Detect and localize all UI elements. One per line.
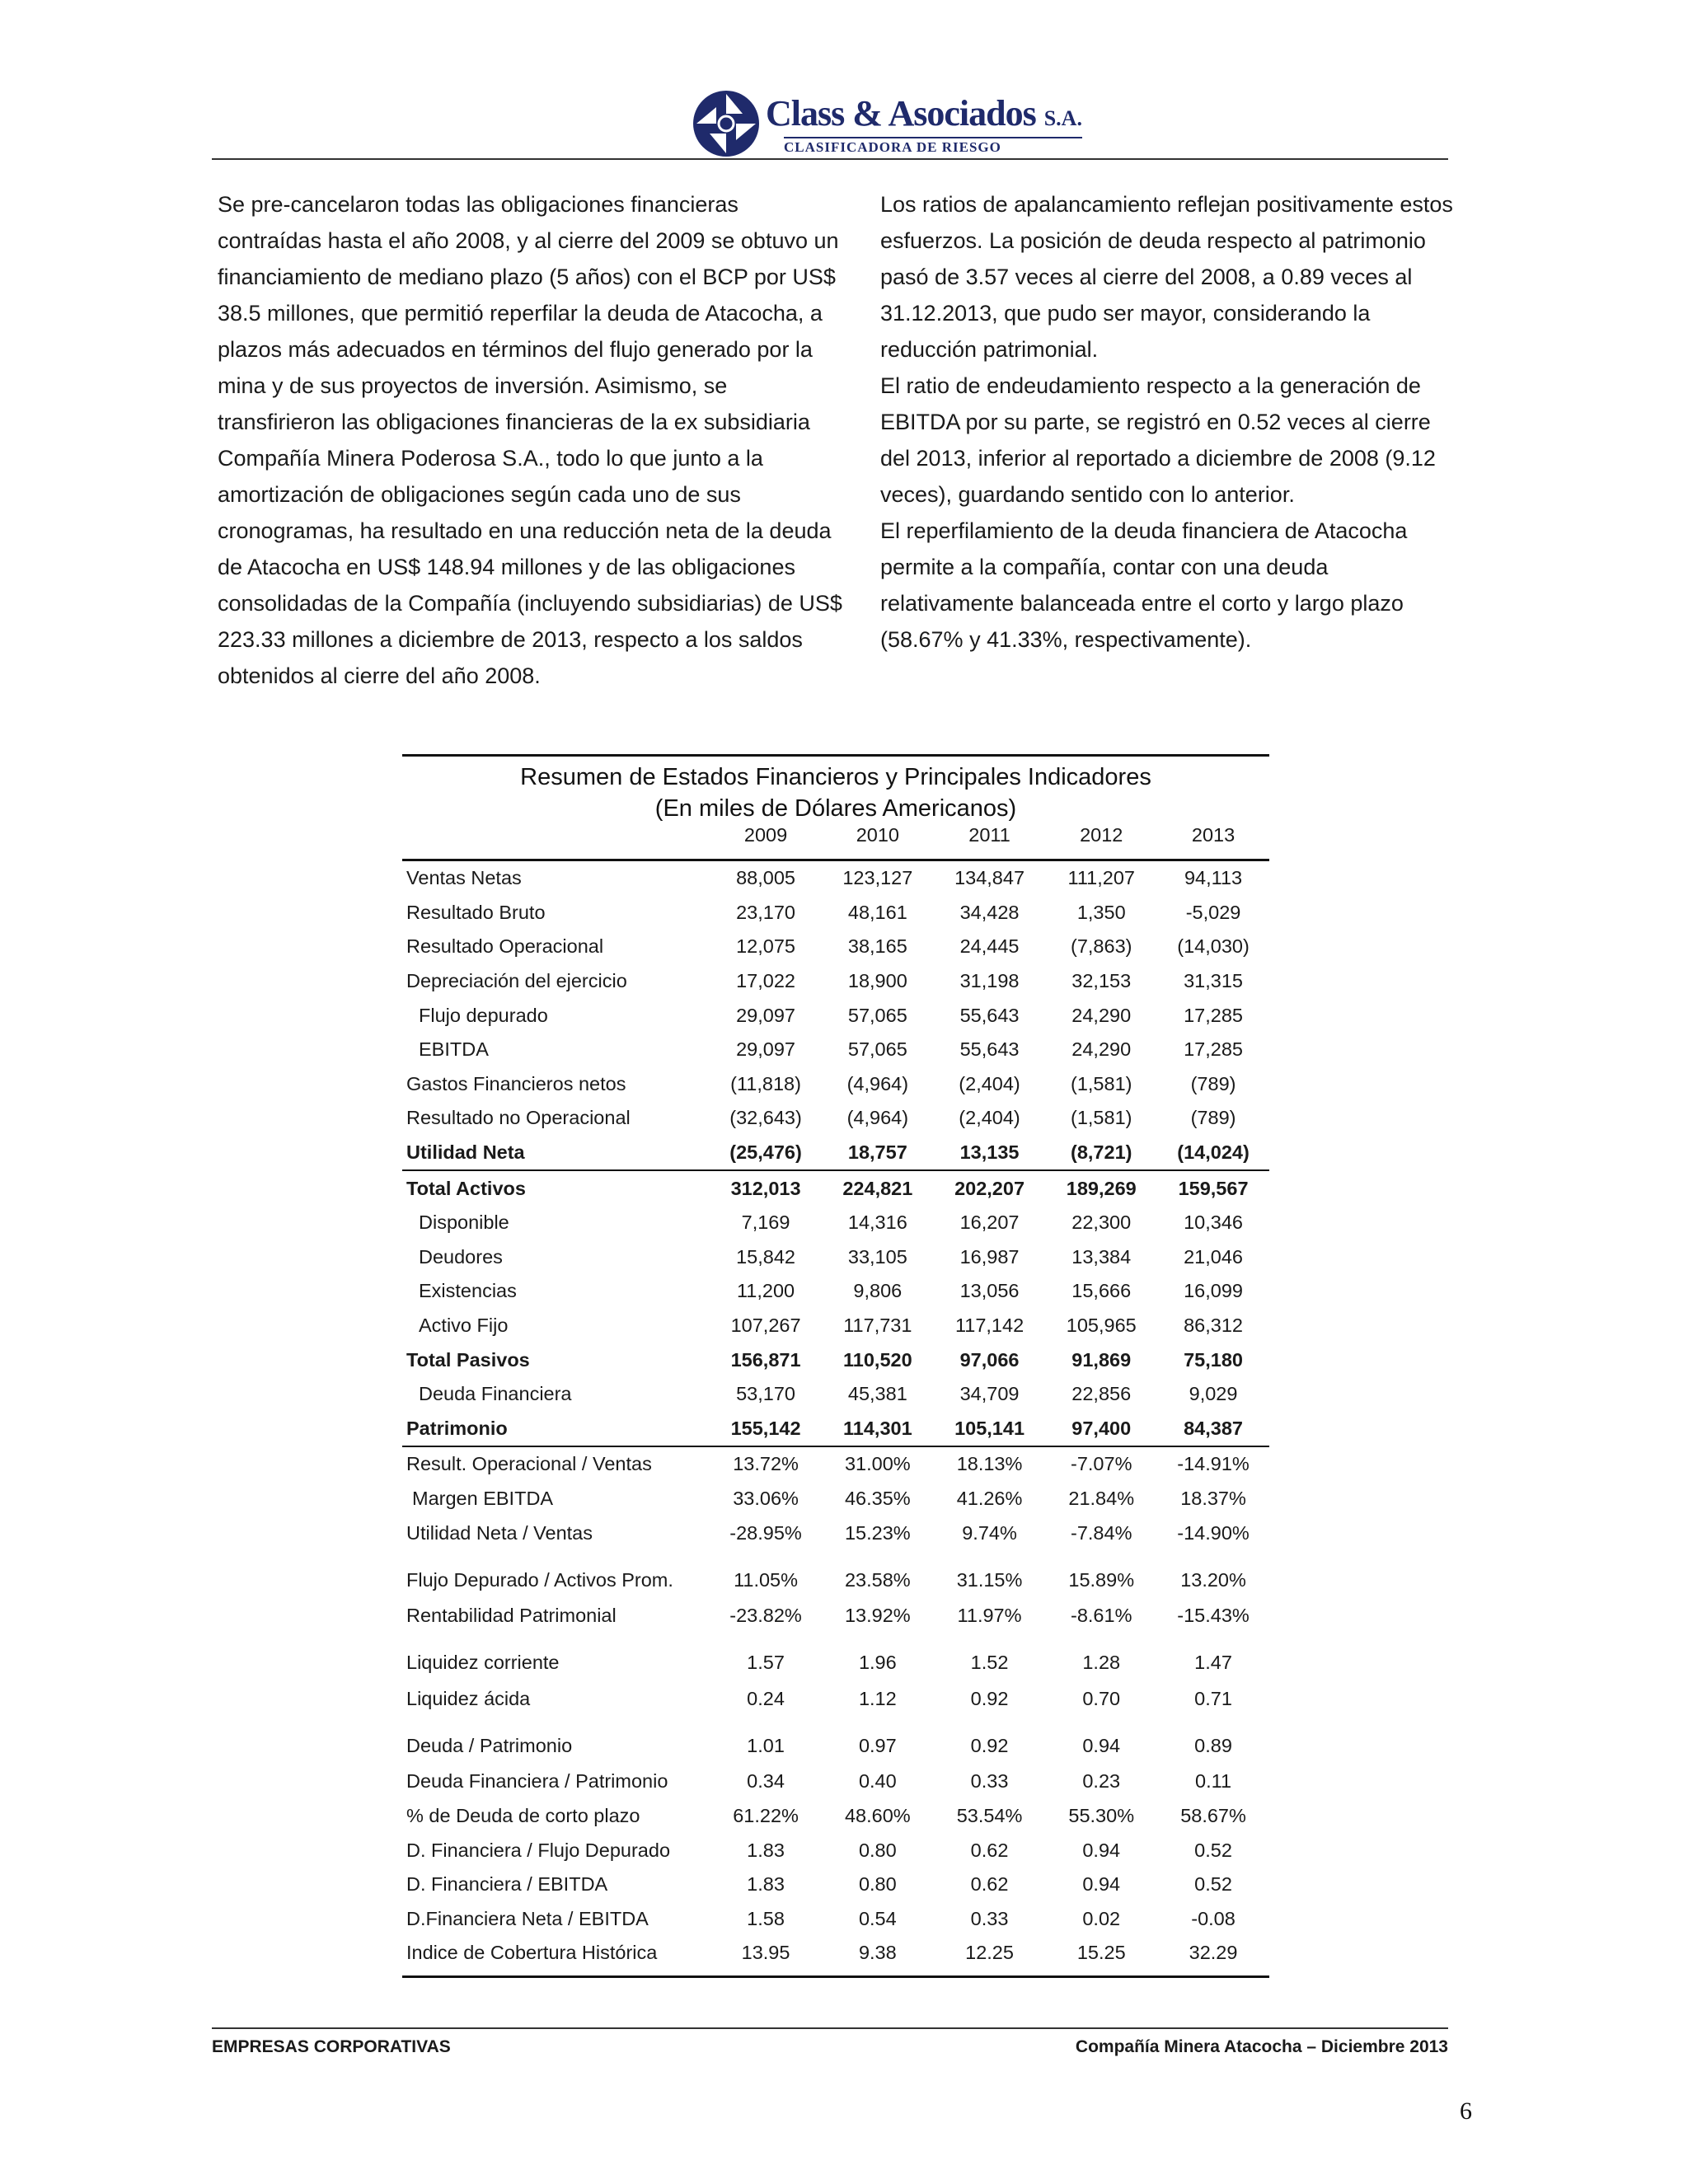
value-cell: 0.52 — [1194, 1873, 1232, 1896]
table-row — [402, 1901, 1269, 1936]
value-cell: (4,964) — [846, 1107, 909, 1129]
value-cell: (2,404) — [959, 1107, 1020, 1129]
value-cell: 15.89% — [1068, 1568, 1135, 1591]
value-cell: 13,384 — [1071, 1245, 1132, 1268]
value-cell: 32.29 — [1189, 1942, 1238, 1964]
row-label: Indice de Cobertura Histórica — [406, 1942, 658, 1964]
value-cell: (4,964) — [846, 1072, 909, 1094]
table-row — [402, 1206, 1269, 1240]
value-cell: 1.47 — [1194, 1652, 1232, 1674]
footer-section: EMPRESAS CORPORATIVAS — [212, 2037, 451, 2056]
value-cell: 16,987 — [959, 1245, 1020, 1268]
value-cell: 53.54% — [956, 1804, 1023, 1826]
table-row — [402, 1936, 1269, 1971]
table-row — [402, 1033, 1269, 1067]
value-cell: 0.92 — [970, 1735, 1009, 1757]
value-cell: 111,207 — [1067, 867, 1135, 889]
value-cell: 48.60% — [844, 1804, 911, 1826]
table-row — [402, 1446, 1269, 1482]
row-label: Liquidez ácida — [406, 1687, 531, 1709]
value-cell: 88,005 — [736, 867, 795, 889]
table-row — [402, 1599, 1269, 1633]
value-cell: 123,127 — [842, 867, 913, 889]
value-cell: 17,285 — [1184, 1038, 1243, 1061]
table-body — [402, 860, 1269, 1971]
value-cell: 0.33 — [970, 1770, 1009, 1793]
value-cell: (14,024) — [1177, 1141, 1250, 1164]
logo-sa: S.A. — [1043, 106, 1082, 130]
value-cell: (14,030) — [1177, 935, 1250, 958]
value-cell: 105,141 — [954, 1417, 1025, 1439]
table-row — [402, 1799, 1269, 1834]
value-cell: 117,142 — [954, 1315, 1025, 1337]
value-cell: 17,022 — [736, 970, 795, 992]
value-cell: 15,842 — [736, 1245, 795, 1268]
value-cell: 29,097 — [736, 1038, 795, 1061]
value-cell: -15.43% — [1177, 1605, 1250, 1627]
value-cell: 110,520 — [843, 1348, 912, 1371]
value-cell: 0.94 — [1082, 1839, 1121, 1861]
row-label: Deudores — [419, 1245, 503, 1268]
value-cell: 105,965 — [1066, 1315, 1137, 1337]
value-cell: -23.82% — [729, 1605, 802, 1627]
value-cell: 97,066 — [959, 1348, 1020, 1371]
value-cell: -8.61% — [1071, 1605, 1132, 1627]
value-cell: 16,207 — [959, 1212, 1020, 1234]
value-cell: 12.25 — [965, 1942, 1014, 1964]
value-cell: 0.40 — [858, 1770, 897, 1793]
value-cell: 0.62 — [970, 1873, 1009, 1896]
value-cell: 1.01 — [747, 1735, 785, 1757]
value-cell: 22,856 — [1071, 1383, 1132, 1405]
value-cell: 13.20% — [1180, 1568, 1246, 1591]
value-cell: -5,029 — [1185, 901, 1241, 923]
header-year: 2011 — [934, 824, 1046, 860]
value-cell: 202,207 — [934, 1170, 1046, 1206]
table-row — [402, 1136, 1269, 1171]
value-cell: 9.74% — [962, 1521, 1017, 1544]
value-cell: 45,381 — [847, 1383, 907, 1405]
table-header-row — [402, 824, 1269, 860]
value-cell: 0.89 — [1194, 1735, 1232, 1757]
value-cell: 31.15% — [956, 1568, 1023, 1591]
value-cell: 0.97 — [858, 1735, 897, 1757]
page-number: 6 — [1460, 2097, 1472, 2125]
value-cell: 21,046 — [1184, 1245, 1243, 1268]
company-logo — [692, 89, 1082, 158]
header-year: 2009 — [710, 824, 822, 860]
value-cell: (789) — [1190, 1072, 1236, 1094]
value-cell: 12,075 — [736, 935, 795, 958]
table-row — [402, 998, 1269, 1033]
value-cell: 34,428 — [959, 901, 1020, 923]
value-cell: 114,301 — [843, 1417, 912, 1439]
value-cell: 0.24 — [747, 1687, 785, 1709]
value-cell: 23,170 — [736, 901, 795, 923]
table-bottom-rule — [402, 1975, 1269, 1978]
value-cell: 9.38 — [858, 1942, 897, 1964]
row-label: Total Pasivos — [406, 1348, 530, 1371]
row-label: Resultado no Operacional — [406, 1107, 631, 1129]
value-cell: 134,847 — [954, 867, 1025, 889]
row-label: Patrimonio — [406, 1417, 508, 1439]
table-row — [402, 1833, 1269, 1868]
row-label: Resultado Bruto — [406, 901, 546, 923]
value-cell: 9,806 — [853, 1280, 903, 1302]
value-cell: 24,290 — [1071, 1038, 1132, 1061]
value-cell: 38,165 — [847, 935, 907, 958]
value-cell: 9,029 — [1189, 1383, 1238, 1405]
row-label: Utilidad Neta — [406, 1141, 525, 1164]
value-cell: 0.23 — [1082, 1770, 1121, 1793]
table-title-line1: Resumen de Estados Financieros y Principales Indicadores — [520, 764, 1151, 790]
value-cell: 23.58% — [844, 1568, 911, 1591]
row-label: Liquidez corriente — [406, 1652, 560, 1674]
value-cell: 97,400 — [1071, 1417, 1132, 1439]
row-label: Total Activos — [402, 1170, 710, 1206]
value-cell: -14.90% — [1177, 1521, 1250, 1544]
value-cell: 0.94 — [1082, 1735, 1121, 1757]
value-cell: 13,056 — [959, 1280, 1020, 1302]
page-header — [212, 89, 1448, 160]
table-row — [402, 1633, 1269, 1681]
logo-name: Class & Asociados — [766, 93, 1036, 134]
row-label: Margen EBITDA — [412, 1487, 554, 1509]
table-row — [402, 896, 1269, 930]
value-cell: (1,581) — [1071, 1072, 1132, 1094]
value-cell: 61.22% — [733, 1804, 799, 1826]
row-label: Utilidad Neta / Ventas — [406, 1521, 593, 1544]
row-label: Deuda / Patrimonio — [406, 1735, 573, 1757]
logo-emblem-icon — [692, 89, 761, 158]
table-row — [402, 1101, 1269, 1136]
value-cell: -14.91% — [1157, 1446, 1269, 1482]
row-label: D. Financiera / Flujo Depurado — [406, 1839, 671, 1861]
value-cell: 57,065 — [847, 1004, 907, 1026]
value-cell: 58.67% — [1180, 1804, 1246, 1826]
value-cell: 0.33 — [970, 1907, 1009, 1929]
footer-divider — [212, 2027, 1448, 2029]
financial-table — [402, 824, 1269, 1971]
value-cell: 17,285 — [1184, 1004, 1243, 1026]
value-cell: 33,105 — [847, 1245, 907, 1268]
value-cell: 0.80 — [858, 1873, 897, 1896]
value-cell: 1.52 — [970, 1652, 1009, 1674]
value-cell: 24,290 — [1071, 1004, 1132, 1026]
table-title-line2: (En miles de Dólares Americanos) — [654, 795, 1017, 822]
value-cell: (7,863) — [1071, 935, 1132, 958]
row-label: EBITDA — [419, 1038, 489, 1061]
table-title — [402, 762, 1269, 824]
value-cell: 0.62 — [970, 1839, 1009, 1861]
value-cell: 1.57 — [747, 1652, 785, 1674]
table-row — [402, 1274, 1269, 1309]
table-row — [402, 1681, 1269, 1716]
value-cell: 16,099 — [1184, 1280, 1243, 1302]
row-label: Resultado Operacional — [406, 935, 604, 958]
table-row — [402, 1377, 1269, 1412]
row-label: Flujo Depurado / Activos Prom. — [406, 1568, 673, 1591]
row-label: D.Financiera Neta / EBITDA — [406, 1907, 649, 1929]
value-cell: 86,312 — [1184, 1315, 1243, 1337]
value-cell: (32,643) — [729, 1107, 802, 1129]
value-cell: 1.83 — [747, 1873, 785, 1896]
value-cell: 29,097 — [736, 1004, 795, 1026]
value-cell: 13.72% — [710, 1446, 822, 1482]
row-label: Flujo depurado — [419, 1004, 548, 1026]
table-row — [402, 1412, 1269, 1447]
value-cell: 224,821 — [822, 1170, 934, 1206]
table-row — [402, 1516, 1269, 1550]
value-cell: 0.02 — [1082, 1907, 1121, 1929]
value-cell: 18.37% — [1180, 1487, 1246, 1509]
value-cell: 107,267 — [730, 1315, 801, 1337]
value-cell: 0.11 — [1195, 1770, 1232, 1793]
value-cell: 31.00% — [822, 1446, 934, 1482]
row-label: Result. Operacional / Ventas — [402, 1446, 710, 1482]
value-cell: 1.12 — [858, 1687, 897, 1709]
header-year: 2013 — [1157, 824, 1269, 860]
value-cell: 22,300 — [1071, 1212, 1132, 1234]
value-cell: 15.23% — [844, 1521, 911, 1544]
value-cell: 32,153 — [1071, 970, 1132, 992]
value-cell: (2,404) — [959, 1072, 1020, 1094]
table-row — [402, 860, 1269, 896]
value-cell: 7,169 — [741, 1212, 790, 1234]
value-cell: 1.83 — [747, 1839, 785, 1861]
value-cell: 156,871 — [730, 1348, 801, 1371]
value-cell: 53,170 — [736, 1383, 795, 1405]
value-cell: 57,065 — [847, 1038, 907, 1061]
row-label: Depreciación del ejercicio — [406, 970, 627, 992]
table-row — [402, 1170, 1269, 1206]
value-cell: 34,709 — [959, 1383, 1020, 1405]
header-year: 2010 — [822, 824, 934, 860]
row-label: % de Deuda de corto plazo — [406, 1804, 640, 1826]
table-row — [402, 1765, 1269, 1799]
value-cell: 0.92 — [970, 1687, 1009, 1709]
value-cell: 0.70 — [1082, 1687, 1121, 1709]
value-cell: 11.97% — [957, 1605, 1022, 1627]
value-cell: (25,476) — [729, 1141, 802, 1164]
header-label-cell — [402, 824, 710, 860]
row-label: Ventas Netas — [406, 867, 522, 889]
table-row — [402, 1716, 1269, 1765]
value-cell: 11,200 — [736, 1280, 795, 1302]
value-cell: (8,721) — [1071, 1141, 1132, 1164]
value-cell: 0.54 — [858, 1907, 897, 1929]
value-cell: 33.06% — [733, 1487, 799, 1509]
value-cell: 117,731 — [843, 1315, 912, 1337]
value-cell: 1,350 — [1076, 901, 1126, 923]
value-cell: 84,387 — [1184, 1417, 1243, 1439]
row-label: Activo Fijo — [419, 1315, 509, 1337]
row-label: Deuda Financiera — [419, 1383, 572, 1405]
value-cell: 55,643 — [959, 1038, 1020, 1061]
value-cell: 0.34 — [747, 1770, 785, 1793]
table-row — [402, 1868, 1269, 1902]
financial-summary-table — [402, 754, 1269, 1978]
table-row — [402, 1482, 1269, 1516]
footer-company-date: Compañía Minera Atacocha – Diciembre 2013 — [1075, 2037, 1448, 2056]
value-cell: 159,567 — [1157, 1170, 1269, 1206]
value-cell: 14,316 — [847, 1212, 907, 1234]
value-cell: 13,135 — [959, 1141, 1020, 1164]
table-row — [402, 1309, 1269, 1343]
row-label: D. Financiera / EBITDA — [406, 1873, 608, 1896]
value-cell: 11.05% — [734, 1568, 799, 1591]
value-cell: 0.94 — [1082, 1873, 1121, 1896]
value-cell: 189,269 — [1045, 1170, 1157, 1206]
value-cell: 46.35% — [844, 1487, 911, 1509]
table-row — [402, 1240, 1269, 1275]
row-label: Rentabilidad Patrimonial — [406, 1605, 617, 1627]
value-cell: 31,315 — [1184, 970, 1243, 992]
paragraph-leverage-ratios: Los ratios de apalancamiento reflejan positivamente estos esfuerzos. La posición de deuda respecto al patrimonio pasó de 3.57 veces al cierre del 2008, a 0.89 veces al 31.12.2013, que pudo ser mayor, considerando la reducción patrimonial. — [880, 192, 1453, 362]
table-row — [402, 1550, 1269, 1599]
value-cell: 18.13% — [934, 1446, 1046, 1482]
value-cell: 0.52 — [1194, 1839, 1232, 1861]
value-cell: (1,581) — [1071, 1107, 1132, 1129]
paragraph-debt-reperfiling: Se pre-cancelaron todas las obligaciones financieras contraídas hasta el año 2008, y al cierre del 2009 se obtuvo un financiamiento de mediano plazo (5 años) con el BCP por US$ 38.5 millones, que permitió reperfilar la deuda de Atacocha, a plazos más adecuados en términos del flujo generado por la mina y de sus proyectos de inversión. Asimismo, se transfirieron las obligaciones financieras de la ex subsidiaria Compañía Minera Poderosa S.A., todo lo que junto a la amortización de obligaciones según cada uno de sus cronogramas, ha resultado en una reducción neta de la deuda de Atacocha en US$ 148.94 millones y de las obligaciones consolidadas de la Compañía (incluyendo subsidiarias) de US$ 223.33 millones a diciembre de 2013, respecto a los saldos obtenidos al cierre del año 2008. — [218, 192, 842, 688]
value-cell: (11,818) — [730, 1072, 801, 1094]
value-cell: 21.84% — [1068, 1487, 1135, 1509]
table-row — [402, 964, 1269, 999]
header-divider — [212, 158, 1448, 160]
value-cell: 94,113 — [1184, 867, 1243, 889]
value-cell: 13.95 — [741, 1942, 790, 1964]
value-cell: 18,757 — [847, 1141, 907, 1164]
table-row — [402, 930, 1269, 964]
value-cell: 0.71 — [1194, 1687, 1232, 1709]
value-cell: 1.28 — [1082, 1652, 1121, 1674]
value-cell: 312,013 — [710, 1170, 822, 1206]
value-cell: -0.08 — [1191, 1907, 1236, 1929]
row-label: Existencias — [419, 1280, 517, 1302]
value-cell: (789) — [1190, 1107, 1236, 1129]
page-footer — [212, 2027, 1448, 2057]
value-cell: 0.80 — [858, 1839, 897, 1861]
value-cell: 18,900 — [847, 970, 907, 992]
value-cell: 31,198 — [959, 970, 1020, 992]
value-cell: 24,445 — [959, 935, 1020, 958]
row-label: Deuda Financiera / Patrimonio — [406, 1770, 668, 1793]
value-cell: 48,161 — [847, 901, 907, 923]
row-label: Disponible — [419, 1212, 509, 1234]
value-cell: 41.26% — [956, 1487, 1023, 1509]
value-cell: 15.25 — [1076, 1942, 1126, 1964]
row-label: Gastos Financieros netos — [406, 1072, 626, 1094]
value-cell: -7.84% — [1071, 1521, 1132, 1544]
value-cell: 13.92% — [844, 1605, 911, 1627]
header-year: 2012 — [1045, 824, 1157, 860]
table-top-rule — [402, 754, 1269, 757]
value-cell: -28.95% — [729, 1521, 802, 1544]
value-cell: 10,346 — [1184, 1212, 1243, 1234]
paragraph-ebitda-ratio: El ratio de endeudamiento respecto a la generación de EBITDA por su parte, se registró en 0.52 veces al cierre del 2013, inferior al reportado a diciembre de 2008 (9.12 veces), guardando sentido con lo anterior. — [880, 373, 1436, 507]
value-cell: 55,643 — [959, 1004, 1020, 1026]
value-cell: 1.58 — [747, 1907, 785, 1929]
table-row — [402, 1067, 1269, 1102]
value-cell: 55.30% — [1068, 1804, 1135, 1826]
value-cell: 1.96 — [858, 1652, 897, 1674]
value-cell: 155,142 — [730, 1417, 801, 1439]
text-column-left — [218, 186, 844, 694]
value-cell: -7.07% — [1045, 1446, 1157, 1482]
text-column-right — [880, 186, 1465, 658]
table-row — [402, 1343, 1269, 1377]
value-cell: 91,869 — [1071, 1348, 1132, 1371]
value-cell: 15,666 — [1071, 1280, 1132, 1302]
value-cell: 75,180 — [1184, 1348, 1243, 1371]
paragraph-debt-balance: El reperfilamiento de la deuda financiera de Atacocha permite a la compañía, contar con una deuda relativamente balanceada entre el corto y largo plazo (58.67% y 41.33%, respectivamente). — [880, 518, 1408, 652]
logo-subtitle: CLASIFICADORA DE RIESGO — [784, 137, 1082, 156]
